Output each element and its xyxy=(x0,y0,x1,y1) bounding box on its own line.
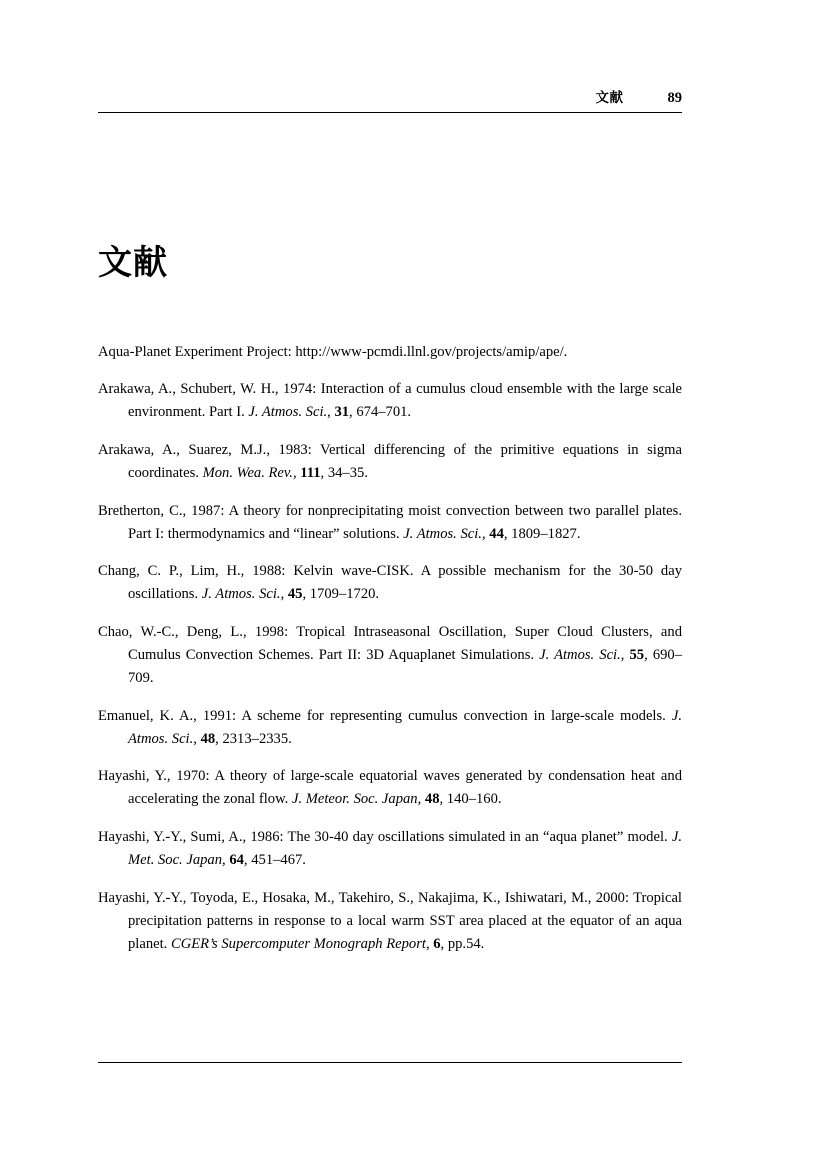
bibliography-entry: Arakawa, A., Schubert, W. H., 1974: Interaction of a cumulus cloud ensemble with the large scale environment. Part I. J. Atmos. Sci., 31, 674–701. xyxy=(98,381,682,421)
bibliography-entry: Bretherton, C., 1987: A theory for nonprecipitating moist convection between two parallel plates. Part I: thermodynamics and “linear” solutions. J. Atmos. Sci., 44, 1809–1827. xyxy=(98,502,682,542)
bibliography-entry: Chang, C. P., Lim, H., 1988: Kelvin wave-CISK. A possible mechanism for the 30-50 day oscillations. J. Atmos. Sci., 45, 1709–1720. xyxy=(98,563,682,603)
bibliography-entry: Emanuel, K. A., 1991: A scheme for representing cumulus convection in large-scale models. J. Atmos. Sci., 48, 2313–2335. xyxy=(98,707,682,747)
bibliography-entry: Aqua-Planet Experiment Project: http://www-pcmdi.llnl.gov/projects/amip/ape/. xyxy=(98,343,568,360)
bibliography-entry: Hayashi, Y.-Y., Toyoda, E., Hosaka, M., Takehiro, S., Nakajima, K., Ishiwatari, M., 2000: Tropical precipitation patterns in response to a local warm SST area placed at the equator of an aqua planet. CGER’s Supercomputer Monograph Report, 6, pp.54. xyxy=(98,889,682,952)
page-number: 89 xyxy=(667,90,682,106)
bibliography-entry: Hayashi, Y.-Y., Sumi, A., 1986: The 30-40 day oscillations simulated in an “aqua planet” model. J. Met. Soc. Japan, 64, 451–467. xyxy=(98,829,682,869)
footer-rule xyxy=(98,1062,682,1063)
header-rule xyxy=(98,112,682,113)
bibliography-entry: Chao, W.-C., Deng, L., 1998: Tropical Intraseasonal Oscillation, Super Cloud Clusters, and Cumulus Convection Schemes. Part II: 3D Aquaplanet Simulations. J. Atmos. Sci., 55, 690–709. xyxy=(98,623,683,687)
bibliography-list xyxy=(98,326,682,956)
bibliography-entry: Arakawa, A., Suarez, M.J., 1983: Vertical differencing of the primitive equations in sigma coordinates. Mon. Wea. Rev., 111, 34–35. xyxy=(98,441,682,481)
page-title: 文献 xyxy=(98,244,168,282)
bibliography-entry: Hayashi, Y., 1970: A theory of large-scale equatorial waves generated by condensation heat and accelerating the zonal flow. J. Meteor. Soc. Japan, 48, 140–160. xyxy=(98,768,682,808)
running-header xyxy=(98,86,682,107)
header-label: 文献 xyxy=(595,90,624,105)
